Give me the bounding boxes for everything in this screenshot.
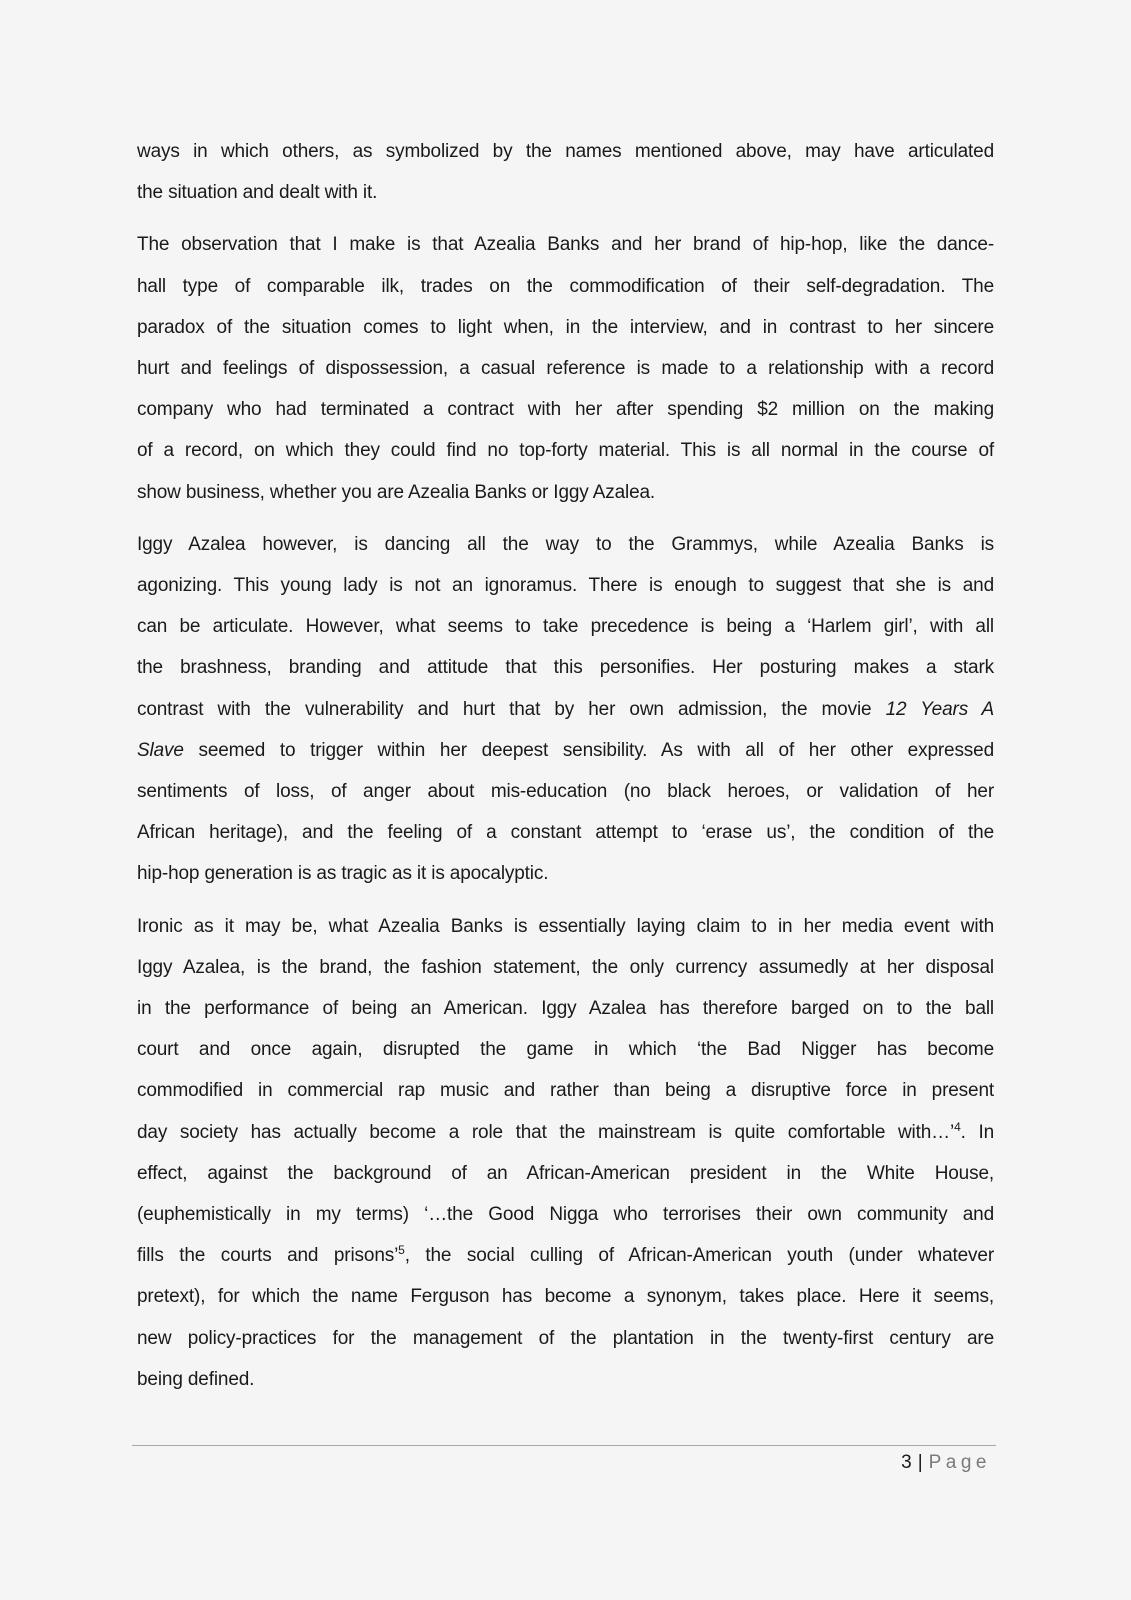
line-text: , the social culling of African-American youth (under whatever (404, 1245, 994, 1267)
text-line: company who had terminated a contract with her after spending $2 million on the making (137, 399, 994, 421)
footer-separator: | (917, 1452, 923, 1473)
line-text: contrast with the vulnerability and hurt that by her own admission, the movie (137, 698, 886, 720)
text-line: pretext), for which the name Ferguson has become a synonym, takes place. Here it seems, (137, 1286, 994, 1308)
text-line: agonizing. This young lady is not an ignoramus. There is enough to suggest that she is and (137, 575, 994, 597)
text-line: Ironic as it may be, what Azealia Banks is essentially laying claim to in her media event with (137, 915, 994, 937)
text-line: new policy-practices for the management of the plantation in the twenty-first century are (137, 1327, 994, 1349)
text-line: effect, against the background of an African-American president in the White House, (137, 1162, 994, 1184)
text-line: hall type of comparable ilk, trades on the commodification of their self-degradation. The (137, 275, 994, 297)
line-text: seemed to trigger within her deepest sensibility. As with all of her other expressed (198, 739, 994, 761)
text-line: hip-hop generation is as tragic as it is apocalyptic. (137, 863, 549, 885)
page-label: Page (928, 1452, 991, 1473)
text-line: in the performance of being an American. Iggy Azalea has therefore barged on to the ball (137, 998, 994, 1020)
text-line (137, 1112, 994, 1153)
movie-title-italic: Slave (137, 739, 184, 761)
text-line: court and once again, disrupted the game in which ‘the Bad Nigger has become (137, 1039, 994, 1061)
text-line: of a record, on which they could find no top-forty material. This is all normal in the course of (137, 440, 994, 462)
paragraph-1 (137, 131, 994, 213)
text-line: (euphemistically in my terms) ‘…the Good Nigga who terrorises their own community and (137, 1204, 994, 1226)
text-line: being defined. (137, 1368, 255, 1390)
footnote-ref-4[interactable]: 4 (954, 1119, 961, 1134)
line-text: fills the courts and prisons’ (137, 1245, 399, 1267)
line-text: day society has actually become a role that the mainstream is quite comfortable with…’ (137, 1121, 955, 1143)
text-line: African heritage), and the feeling of a constant attempt to ‘erase us’, the condition of the (137, 822, 994, 844)
text-line: The observation that I make is that Azealia Banks and her brand of hip-hop, like the dance- (137, 234, 994, 256)
footnote-ref-5[interactable]: 5 (398, 1243, 405, 1258)
text-line: Iggy Azalea however, is dancing all the way to the Grammys, while Azealia Banks is (137, 533, 994, 555)
paragraph-3 (137, 524, 994, 895)
text-line: show business, whether you are Azealia Banks or Iggy Azalea. (137, 481, 656, 503)
body-text (137, 131, 994, 1411)
text-line (137, 1235, 994, 1276)
footer-divider (132, 1445, 996, 1446)
page-number-footer (901, 1450, 991, 1476)
movie-title-italic: 12 Years A (885, 698, 994, 720)
text-line: sentiments of loss, of anger about mis-education (no black heroes, or validation of her (137, 781, 994, 803)
text-line: commodified in commercial rap music and rather than being a disruptive force in present (137, 1080, 994, 1102)
text-line: ways in which others, as symbolized by the names mentioned above, may have articulated (137, 141, 994, 162)
text-line: the situation and dealt with it. (137, 182, 378, 204)
text-line (137, 730, 994, 771)
page-number: 3 (901, 1452, 912, 1473)
text-line (137, 689, 994, 730)
text-line: Iggy Azalea, is the brand, the fashion statement, the only currency assumedly at her disposal (137, 956, 994, 978)
text-line: the brashness, branding and attitude that this personifies. Her posturing makes a stark (137, 657, 994, 679)
line-text: . In (960, 1121, 994, 1143)
paragraph-2 (137, 224, 994, 512)
paragraph-4 (137, 906, 994, 1400)
text-line: paradox of the situation comes to light when, in the interview, and in contrast to her sincere (137, 316, 994, 338)
text-line: can be articulate. However, what seems to take precedence is being a ‘Harlem girl’, with all (137, 616, 994, 638)
text-line: hurt and feelings of dispossession, a casual reference is made to a relationship with a record (137, 358, 994, 380)
